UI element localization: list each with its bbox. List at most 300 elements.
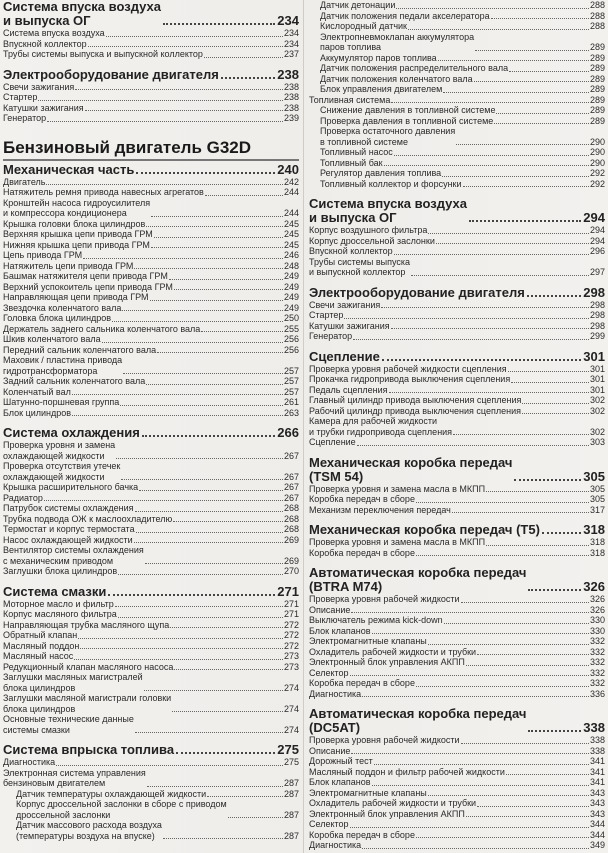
dot-leader <box>350 827 589 828</box>
dot-leader <box>486 491 589 492</box>
section-title-text: Автоматическая коробка передач (DC5AT) <box>309 706 527 735</box>
dot-leader <box>163 23 275 25</box>
toc-entry[interactable] <box>309 374 605 385</box>
toc-entry[interactable] <box>3 482 299 493</box>
dot-leader <box>146 384 283 385</box>
section-title-text: Система охлаждения <box>3 425 140 440</box>
dot-leader <box>157 352 283 353</box>
entry-page-number: 238 <box>283 92 299 102</box>
toc-entry[interactable] <box>3 271 299 282</box>
entry-title: Корпус воздушного фильтра <box>309 225 428 235</box>
toc-entry[interactable] <box>309 300 605 311</box>
entry-page-number: 269 <box>283 555 299 566</box>
entry-page-number: 274 <box>283 682 299 693</box>
dot-leader <box>205 195 283 196</box>
dot-leader <box>506 774 589 775</box>
toc-entry[interactable] <box>3 620 299 631</box>
dot-leader <box>428 233 589 234</box>
toc-entry[interactable] <box>309 537 605 548</box>
toc-entry[interactable] <box>309 484 605 495</box>
entry-title: Электромагнитные клапаны <box>309 636 427 646</box>
section-title-text: Электрооборудование двигателя <box>3 66 219 82</box>
toc-entry[interactable] <box>309 678 605 689</box>
entry-title: Масляный поддон <box>3 640 80 651</box>
entry-title: Проверка уровня и замена охлаждающей жидкости <box>3 440 116 461</box>
toc-entry[interactable] <box>309 657 605 668</box>
entry-title: Механизм переключения передач <box>309 504 451 515</box>
dot-leader <box>116 458 283 459</box>
entry-page-number: 246 <box>283 250 299 260</box>
entry-title: Педаль сцепления <box>309 384 388 395</box>
toc-entry[interactable] <box>3 440 299 461</box>
toc-entry[interactable] <box>309 310 605 321</box>
toc-entry[interactable] <box>3 514 299 525</box>
toc-entry[interactable] <box>309 636 605 647</box>
dot-leader <box>135 732 283 733</box>
entry-page-number: 332 <box>589 667 605 678</box>
entry-title: Кронштейн насоса гидроусилителя и компрессора кондиционера <box>3 197 151 218</box>
dot-leader <box>72 394 283 395</box>
toc-entry[interactable] <box>309 416 605 437</box>
toc-entry[interactable] <box>309 615 605 626</box>
entry-title: Датчик положения педали акселератора <box>320 10 490 21</box>
entry-page-number: 338 <box>589 735 605 745</box>
section-page-number: 271 <box>277 583 299 599</box>
toc-entry[interactable] <box>3 198 299 219</box>
toc-section-heading[interactable] <box>3 0 299 28</box>
entry-page-number: 289 <box>589 73 605 84</box>
toc-entry[interactable] <box>309 385 605 396</box>
section-title-text: Автоматическая коробка передач (BTRA M74) <box>309 565 527 594</box>
toc-section-heading[interactable] <box>309 286 605 300</box>
entry-title: Верхний успокоитель цепи привода ГРМ <box>3 281 173 292</box>
entry-page-number: 318 <box>589 537 605 547</box>
column-divider <box>303 0 304 853</box>
entry-title: Селектор <box>309 819 349 829</box>
entry-title: Натяжитель цепи привода ГРМ <box>3 260 134 271</box>
entry-page-number: 244 <box>283 187 299 197</box>
entry-page-number: 245 <box>283 239 299 250</box>
dot-leader <box>428 644 589 645</box>
entry-page-number: 302 <box>589 426 605 437</box>
entry-title: Корпус дроссельной заслонки <box>309 235 435 246</box>
toc-entry[interactable] <box>309 756 605 767</box>
dot-leader <box>38 100 283 101</box>
entry-title: Свечи зажигания <box>3 81 75 92</box>
toc-entry[interactable] <box>3 229 299 240</box>
entry-page-number: 255 <box>283 323 299 334</box>
entry-page-number: 257 <box>283 376 299 386</box>
toc-entry[interactable] <box>3 757 299 768</box>
entry-page-number: 330 <box>589 615 605 625</box>
entry-title: Главный цилиндр привода выключения сцепления <box>309 395 522 405</box>
entry-title: Топливная система <box>309 94 391 105</box>
entry-title: Описание <box>309 745 351 756</box>
toc-entry[interactable] <box>3 493 299 504</box>
toc-entry[interactable] <box>3 355 299 376</box>
entry-title: Коленчатый вал <box>3 386 71 397</box>
toc-entry[interactable] <box>3 662 299 673</box>
entry-page-number: 296 <box>589 246 605 256</box>
section-page-number: 326 <box>583 579 605 594</box>
toc-entry[interactable] <box>309 626 605 637</box>
entry-page-number: 294 <box>589 225 605 235</box>
toc-entry[interactable] <box>309 225 605 236</box>
entry-page-number: 249 <box>283 281 299 292</box>
entry-page-number: 305 <box>589 494 605 504</box>
toc-entry[interactable] <box>309 605 605 616</box>
dot-leader <box>509 71 589 72</box>
entry-page-number: 275 <box>283 757 299 767</box>
toc-entry[interactable] <box>3 789 299 800</box>
toc-entry[interactable] <box>3 397 299 408</box>
section-page-number: 266 <box>277 425 299 440</box>
toc-section-heading[interactable] <box>309 523 605 537</box>
toc-entry[interactable] <box>309 594 605 605</box>
dot-leader <box>477 806 589 807</box>
dot-leader <box>444 623 589 624</box>
toc-entry[interactable] <box>309 437 605 448</box>
toc-entry[interactable] <box>3 651 299 662</box>
toc-entry[interactable] <box>3 503 299 514</box>
entry-title: Маховик / пластина привода гидротрансформатора <box>3 355 123 376</box>
entry-title: Масляный поддон и фильтр рабочей жидкости <box>309 766 505 777</box>
dot-leader <box>416 502 589 503</box>
toc-entry[interactable] <box>3 545 299 566</box>
toc-entry[interactable] <box>3 28 299 39</box>
toc-entry[interactable] <box>309 798 605 809</box>
dot-leader <box>207 796 283 797</box>
entry-page-number: 341 <box>589 766 605 777</box>
dot-leader <box>102 342 283 343</box>
toc-entry[interactable] <box>309 746 605 757</box>
toc-entry[interactable] <box>309 819 605 830</box>
toc-entry[interactable] <box>3 566 299 577</box>
toc-entry[interactable] <box>309 830 605 841</box>
entry-page-number: 289 <box>589 84 605 94</box>
entry-page-number: 289 <box>589 42 605 52</box>
entry-title: Датчик температуры охлаждающей жидкости <box>16 788 207 799</box>
entry-title: Проверка уровня и замена масла в МКПП <box>309 537 486 547</box>
toc-entry[interactable] <box>309 0 605 11</box>
toc-entry[interactable] <box>3 313 299 324</box>
entry-title: Рабочий цилиндр привода выключения сцепления <box>309 405 521 416</box>
toc-entry[interactable] <box>309 735 605 746</box>
toc-entry[interactable] <box>309 788 605 799</box>
entry-page-number: 301 <box>589 363 605 374</box>
toc-entry[interactable] <box>3 240 299 251</box>
entry-title: Охладитель рабочей жидкости и трубки <box>309 798 477 808</box>
toc-entry[interactable] <box>309 331 605 342</box>
toc-entry[interactable] <box>309 364 605 375</box>
entry-page-number: 290 <box>589 147 605 157</box>
dot-leader <box>174 669 283 670</box>
dot-leader <box>384 165 589 166</box>
entry-title: Двигатель <box>3 176 46 187</box>
entry-page-number: 288 <box>589 10 605 21</box>
entry-title: Электронный блок управления АКПП <box>309 808 465 819</box>
entry-page-number: 301 <box>589 374 605 384</box>
dot-leader <box>469 220 581 222</box>
toc-entry[interactable] <box>309 95 605 106</box>
section-title-text: Механическая часть <box>3 161 135 177</box>
entry-title: Звездочка коленчатого вала <box>3 302 122 313</box>
toc-entry[interactable] <box>3 599 299 610</box>
dot-leader <box>176 752 275 754</box>
section-page-number: 301 <box>583 348 605 364</box>
entry-title: Трубы системы выпуска и выпускной коллектор <box>3 49 203 59</box>
dot-leader <box>139 490 283 491</box>
dot-leader <box>112 321 283 322</box>
entry-title: Верхняя крышка цепи привода ГРМ <box>3 229 153 239</box>
toc-entry[interactable] <box>309 321 605 332</box>
toc-section-heading[interactable] <box>309 197 605 225</box>
dot-leader <box>442 176 589 177</box>
entry-title: Топливный коллектор и форсунки <box>320 178 462 189</box>
entry-title: Камера для рабочей жидкости и трубки гидропривода сцепления <box>309 416 453 437</box>
toc-entry[interactable] <box>3 672 299 693</box>
toc-entry[interactable] <box>309 505 605 516</box>
toc-entry[interactable] <box>3 524 299 535</box>
toc-section-heading[interactable] <box>309 566 605 594</box>
dot-leader <box>463 186 589 187</box>
entry-title: Диагностика <box>3 757 56 767</box>
entry-page-number: 256 <box>283 334 299 344</box>
dot-leader <box>416 686 589 687</box>
toc-entry[interactable] <box>309 246 605 257</box>
entry-title: Генератор <box>309 331 353 341</box>
dot-leader <box>456 144 589 145</box>
entry-page-number: 303 <box>589 437 605 447</box>
entry-page-number: 272 <box>283 630 299 640</box>
toc-entry[interactable] <box>3 187 299 198</box>
toc-entry[interactable] <box>3 535 299 546</box>
toc-entry[interactable] <box>309 116 605 127</box>
entry-page-number: 249 <box>283 302 299 313</box>
entry-title: Насос охлаждающей жидкости <box>3 534 133 545</box>
toc-entry[interactable] <box>309 647 605 658</box>
dot-leader <box>477 654 589 655</box>
entry-page-number: 298 <box>589 299 605 310</box>
toc-entry[interactable] <box>3 334 299 345</box>
toc-entry[interactable] <box>3 219 299 230</box>
toc-entry[interactable] <box>3 820 299 841</box>
toc-entry[interactable] <box>309 494 605 505</box>
dot-leader <box>475 50 589 51</box>
toc-left-column <box>3 0 299 853</box>
entry-page-number: 273 <box>283 651 299 661</box>
toc-entry[interactable] <box>3 39 299 50</box>
toc-section-heading[interactable] <box>3 68 299 82</box>
dot-leader <box>134 268 283 269</box>
entry-page-number: 302 <box>589 405 605 416</box>
dot-leader <box>474 81 589 82</box>
toc-section-heading[interactable] <box>3 426 299 440</box>
toc-section-heading[interactable] <box>309 350 605 364</box>
dot-leader <box>362 696 589 697</box>
toc-entry[interactable] <box>3 303 299 314</box>
dot-leader <box>46 184 283 185</box>
toc-entry[interactable] <box>309 21 605 32</box>
entry-page-number: 297 <box>589 267 605 277</box>
toc-entry[interactable] <box>3 609 299 620</box>
entry-page-number: 239 <box>283 113 299 123</box>
entry-page-number: 338 <box>589 745 605 756</box>
entry-title: Датчик массового расхода воздуха (температуры воздуха на впуске) <box>16 820 162 841</box>
entry-page-number: 237 <box>283 49 299 59</box>
dot-leader <box>372 785 589 786</box>
section-title-text: Система впуска воздуха и выпуска ОГ <box>309 196 467 225</box>
entry-page-number: 332 <box>589 636 605 646</box>
dot-leader <box>491 18 589 19</box>
toc-entry[interactable] <box>3 103 299 114</box>
dot-leader <box>56 765 283 766</box>
entry-title: Головка блока цилиндров <box>3 313 112 323</box>
section-page-number: 238 <box>277 66 299 82</box>
dot-leader <box>47 121 283 122</box>
dot-leader <box>466 816 589 817</box>
entry-page-number: 257 <box>283 365 299 376</box>
entry-page-number: 250 <box>283 313 299 323</box>
dot-leader <box>151 247 283 248</box>
toc-entry[interactable] <box>3 250 299 261</box>
entry-title: Стартер <box>3 92 38 102</box>
entry-title: Катушки зажигания <box>309 320 390 331</box>
toc-right-column <box>309 0 605 853</box>
dot-leader <box>147 786 283 787</box>
toc-entry[interactable] <box>309 11 605 22</box>
toc-entry[interactable] <box>309 777 605 788</box>
toc-entry[interactable] <box>3 714 299 735</box>
entry-page-number: 267 <box>283 471 299 482</box>
dot-leader <box>201 331 283 332</box>
section-page-number: 294 <box>583 210 605 225</box>
toc-entry[interactable] <box>309 63 605 74</box>
entry-page-number: 332 <box>589 678 605 688</box>
toc-section-heading[interactable] <box>309 707 605 735</box>
entry-page-number: 238 <box>283 102 299 113</box>
toc-entry[interactable] <box>3 387 299 398</box>
entry-title: Впускной коллектор <box>3 38 87 49</box>
entry-title: Корпус дроссельной заслонки в сборе с приводом дроссельной заслонки <box>16 799 227 820</box>
toc-entry[interactable] <box>3 177 299 188</box>
entry-title: Заглушки масляных магистралей блока цилиндров <box>3 672 143 693</box>
toc-entry[interactable] <box>309 53 605 64</box>
toc-entry[interactable] <box>309 105 605 116</box>
entry-title: Проверка уровня рабочей жидкости <box>309 594 460 604</box>
dot-leader <box>142 435 276 437</box>
section-page-number: 234 <box>277 13 299 28</box>
entry-title: Блок клапанов <box>309 777 371 787</box>
dot-leader <box>44 500 283 501</box>
toc-entry[interactable] <box>3 630 299 641</box>
entry-title: Топливный насос <box>320 147 393 157</box>
toc-entry[interactable] <box>3 292 299 303</box>
toc-entry[interactable] <box>3 345 299 356</box>
toc-section-heading[interactable] <box>3 743 299 757</box>
toc-entry[interactable] <box>3 408 299 419</box>
toc-entry[interactable] <box>309 126 605 147</box>
entry-page-number: 289 <box>589 63 605 73</box>
section-page-number: 305 <box>583 468 605 484</box>
entry-page-number: 317 <box>589 504 605 515</box>
toc-entry[interactable] <box>309 395 605 406</box>
dot-leader <box>389 392 589 393</box>
toc-entry[interactable] <box>309 236 605 247</box>
entry-title: Топливный бак <box>320 157 383 168</box>
toc-entry[interactable] <box>309 809 605 820</box>
toc-entry[interactable] <box>3 282 299 293</box>
toc-entry[interactable] <box>3 49 299 60</box>
entry-title: Направляющая трубка масляного щупа <box>3 619 170 630</box>
dot-leader <box>72 415 283 416</box>
toc-entry[interactable] <box>3 376 299 387</box>
toc-entry[interactable] <box>3 324 299 335</box>
toc-section-heading[interactable] <box>309 456 605 484</box>
dot-leader <box>122 310 283 311</box>
dot-leader <box>494 123 589 124</box>
entry-title: Диагностика <box>309 840 362 850</box>
dot-leader <box>351 612 589 613</box>
toc-section-heading[interactable] <box>3 585 299 599</box>
toc-entry[interactable] <box>309 74 605 85</box>
entry-title: Проверка отсутствия утечек охлаждающей жидкости <box>3 461 121 482</box>
dot-leader <box>154 237 283 238</box>
toc-entry[interactable] <box>309 32 605 53</box>
section-title-text: Система впуска воздуха и выпуска ОГ <box>3 0 161 28</box>
toc-entry[interactable] <box>3 768 299 789</box>
dot-leader <box>416 555 589 556</box>
toc-entry[interactable] <box>3 261 299 272</box>
toc-entry[interactable] <box>3 113 299 124</box>
toc-entry[interactable] <box>309 840 605 851</box>
toc-entry[interactable] <box>309 179 605 190</box>
entry-title: Проверка остаточного давления в топливной системе <box>320 126 456 147</box>
toc-entry[interactable] <box>309 257 605 278</box>
entry-page-number: 234 <box>283 38 299 49</box>
entry-title: Башмак натяжителя цепи привода ГРМ <box>3 271 168 281</box>
entry-page-number: 343 <box>589 798 605 808</box>
dot-leader <box>135 511 283 512</box>
toc-entry[interactable] <box>3 92 299 103</box>
toc-entry[interactable] <box>309 668 605 679</box>
toc-entry[interactable] <box>3 82 299 93</box>
dot-leader <box>391 328 589 329</box>
toc-entry[interactable] <box>309 548 605 559</box>
toc-entry[interactable] <box>3 799 299 820</box>
toc-entry[interactable] <box>309 158 605 169</box>
toc-entry[interactable] <box>309 147 605 158</box>
entry-page-number: 298 <box>589 310 605 320</box>
entry-title: Трубка подвода ОЖ к маслоохладителю <box>3 513 173 524</box>
toc-entry[interactable] <box>309 689 605 700</box>
entry-title: Датчик детонации <box>320 0 396 10</box>
toc-entry[interactable] <box>309 406 605 417</box>
toc-entry[interactable] <box>309 84 605 95</box>
toc-entry[interactable] <box>309 168 605 179</box>
toc-entry[interactable] <box>3 693 299 714</box>
dot-leader <box>461 743 589 744</box>
toc-section-heading[interactable] <box>3 163 299 177</box>
toc-entry[interactable] <box>309 767 605 778</box>
toc-entry[interactable] <box>3 461 299 482</box>
entry-title: Корпус масляного фильтра <box>3 609 117 619</box>
toc-entry[interactable] <box>3 641 299 652</box>
entry-page-number: 271 <box>283 598 299 609</box>
dot-leader <box>151 216 283 217</box>
entry-title: Дорожный тест <box>309 756 373 766</box>
entry-title: Датчик положения коленчатого вала <box>320 73 473 84</box>
